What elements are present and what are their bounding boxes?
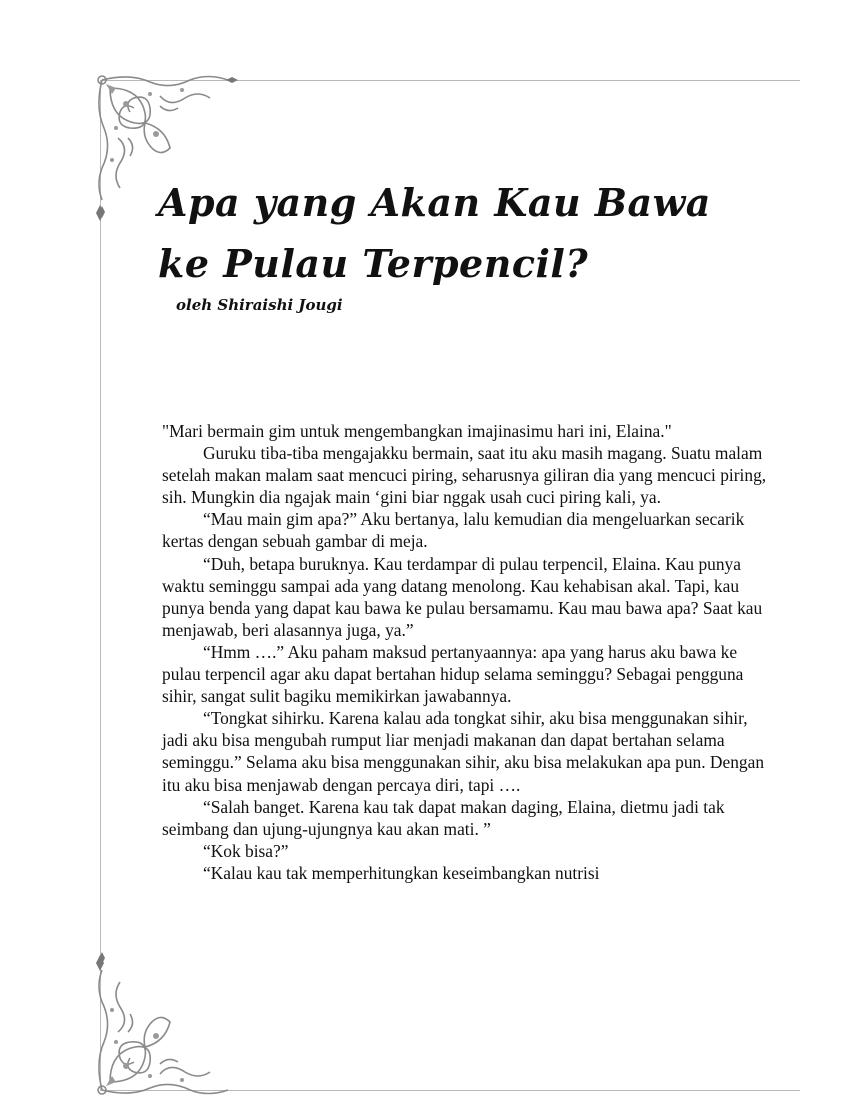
paragraph: “Kalau kau tak memperhitungkan keseimbangkan nutrisi [203,862,600,883]
paragraph: “Mau main gim apa?” Aku bertanya, lalu kemudian dia mengeluarkan secarik kertas dengan sebuah gambar di meja. [162,509,745,552]
paragraph: “Tongkat sihirku. Karena kalau ada tongkat sihir, aku bisa menggunakan sihir, jadi aku bisa mengubah rumput liar menjadi makanan dan dapat bertahan selama seminggu.” Selama aku bisa menggunakan sihir, aku bisa melakukan apa pun. Dengan itu aku bisa menjawab dengan percaya diri, tapi …. [162,708,765,795]
chapter-title [158,172,711,294]
story-body [162,420,772,884]
paragraph: “Duh, betapa buruknya. Kau terdampar di pulau terpencil, Elaina. Kau punya waktu seminggu sampai ada yang datang menolong. Kau kehabisan akal. Tapi, kau punya benda yang dapat kau bawa ke pulau bersamamu. Kau mau bawa apa? Saat kau menjawab, beri alasannya juga, ya.” [162,553,763,640]
paragraph: “Kok bisa?” [203,840,289,861]
paragraph: “Salah banget. Karena kau tak dapat makan daging, Elaina, dietmu jadi tak seimbang dan ujung-ujungnya kau akan mati. ” [162,796,725,839]
paragraph: “Hmm ….” Aku paham maksud pertanyaannya: apa yang harus aku bawa ke pulau terpencil agar aku dapat bertahan hidup selama seminggu? Sebagai pengguna sihir, sangat sulit bagiku memikirkan jawabannya. [162,641,744,707]
chapter-title-line-2: ke Pulau Terpencil? [158,241,589,286]
chapter-title-line-1: Apa yang Akan Kau Bawa [158,180,711,225]
paragraph: "Mari bermain gim untuk mengembangkan imajinasimu hari ini, Elaina." [162,421,672,441]
corner-ornament-bottom-left [90,952,250,1102]
paragraph: Guruku tiba-tiba mengajakku bermain, saat itu aku masih magang. Suatu malam setelah makan malam saat mencuci piring, seharusnya giliran dia yang mencuci piring, sih. Mungkin dia ngajak main ‘gini biar nggak usah cuci piring kali, ya. [162,443,767,508]
rule-diamond-lower [95,955,105,971]
rule-diamond-upper [95,205,105,221]
frame-line-left [100,80,101,1090]
author-byline: oleh Shiraishi Jougi [176,296,343,314]
